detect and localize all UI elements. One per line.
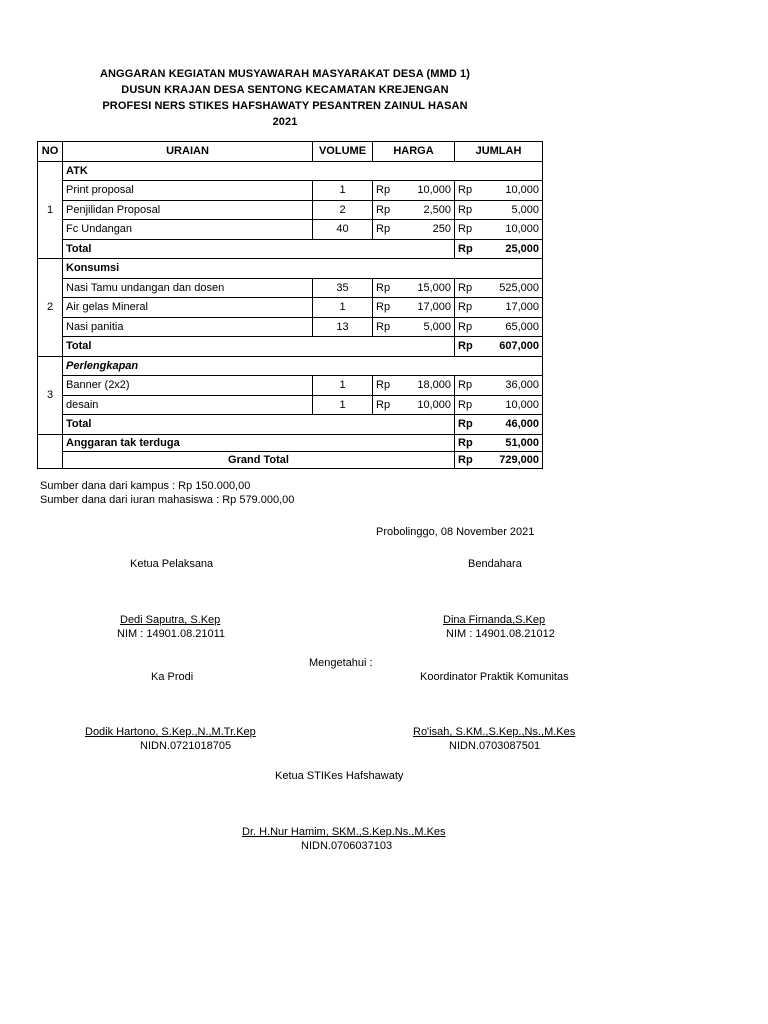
empty-no-cell bbox=[38, 434, 63, 468]
item-jumlah: 5,000 bbox=[482, 200, 543, 220]
role-bendahara: Bendahara bbox=[468, 558, 522, 570]
title-line-3: PROFESI NERS STIKES HAFSHAWATY PESANTREN ZAINUL HASAN bbox=[102, 100, 468, 112]
item-harga: 10,000 bbox=[400, 181, 455, 201]
item-jumlah: 10,000 bbox=[482, 395, 543, 415]
item-harga: 17,000 bbox=[400, 298, 455, 318]
table-row bbox=[38, 376, 543, 396]
section-heading: Konsumsi bbox=[63, 259, 543, 279]
currency-label: Rp bbox=[373, 278, 400, 298]
total-label: Total bbox=[63, 239, 455, 259]
item-name: Nasi Tamu undangan dan dosen bbox=[63, 278, 313, 298]
item-jumlah: 525,000 bbox=[482, 278, 543, 298]
item-volume: 1 bbox=[313, 395, 373, 415]
document-title bbox=[40, 66, 530, 130]
grand-total-amount: 729,000 bbox=[482, 451, 543, 468]
table-row bbox=[38, 298, 543, 318]
role-ketua-pelaksana: Ketua Pelaksana bbox=[130, 558, 214, 570]
contingency-amount: 51,000 bbox=[482, 434, 543, 451]
role-koordinator: Koordinator Praktik Komunitas bbox=[420, 671, 569, 683]
header-uraian: URAIAN bbox=[63, 142, 313, 162]
item-volume: 1 bbox=[313, 298, 373, 318]
item-volume: 2 bbox=[313, 200, 373, 220]
id-ketua-pelaksana: NIM : 14901.08.21011 bbox=[117, 628, 226, 640]
currency-label: Rp bbox=[455, 200, 482, 220]
section-heading-row bbox=[38, 356, 543, 376]
section-total: 25,000 bbox=[482, 239, 543, 259]
section-total-row bbox=[38, 337, 543, 357]
currency-label: Rp bbox=[455, 239, 482, 259]
total-label: Total bbox=[63, 337, 455, 357]
currency-label: Rp bbox=[455, 376, 482, 396]
currency-label: Rp bbox=[373, 376, 400, 396]
name-ketua-pelaksana: Dedi Saputra, S.Kep bbox=[120, 614, 221, 626]
role-ketua-stikes: Ketua STIKes Hafshawaty bbox=[275, 770, 404, 782]
budget-table bbox=[37, 141, 543, 469]
item-jumlah: 10,000 bbox=[482, 181, 543, 201]
section-heading-row bbox=[38, 259, 543, 279]
item-harga: 10,000 bbox=[400, 395, 455, 415]
table-row bbox=[38, 220, 543, 240]
table-row bbox=[38, 317, 543, 337]
currency-label: Rp bbox=[455, 451, 482, 468]
section-total-row bbox=[38, 415, 543, 435]
total-label: Total bbox=[63, 415, 455, 435]
funding-kampus: Sumber dana dari kampus : Rp 150.000,00 bbox=[40, 480, 251, 492]
name-ka-prodi: Dodik Hartono, S.Kep.,N.,M.Tr.Kep bbox=[85, 726, 256, 738]
item-harga: 250 bbox=[400, 220, 455, 240]
section-total: 607,000 bbox=[482, 337, 543, 357]
section-number: 2 bbox=[38, 259, 63, 357]
table-header-row bbox=[38, 142, 543, 162]
place-date: Probolinggo, 08 November 2021 bbox=[376, 526, 535, 538]
section-heading: Perlengkapan bbox=[63, 356, 543, 376]
currency-label: Rp bbox=[455, 337, 482, 357]
table-row bbox=[38, 181, 543, 201]
title-line-2: DUSUN KRAJAN DESA SENTONG KECAMATAN KREJENGAN bbox=[121, 84, 449, 96]
item-volume: 40 bbox=[313, 220, 373, 240]
currency-label: Rp bbox=[455, 317, 482, 337]
currency-label: Rp bbox=[373, 181, 400, 201]
section-number: 1 bbox=[38, 161, 63, 259]
name-bendahara: Dina Firnanda,S.Kep bbox=[443, 614, 546, 626]
currency-label: Rp bbox=[373, 220, 400, 240]
table-row bbox=[38, 200, 543, 220]
grand-total-row bbox=[38, 451, 543, 468]
item-jumlah: 10,000 bbox=[482, 220, 543, 240]
currency-label: Rp bbox=[373, 298, 400, 318]
item-name: Banner (2x2) bbox=[63, 376, 313, 396]
item-volume: 1 bbox=[313, 376, 373, 396]
table-row bbox=[38, 278, 543, 298]
item-jumlah: 65,000 bbox=[482, 317, 543, 337]
id-bendahara: NIM : 14901.08.21012 bbox=[446, 628, 555, 640]
currency-label: Rp bbox=[455, 181, 482, 201]
item-name: Penjilidan Proposal bbox=[63, 200, 313, 220]
item-harga: 18,000 bbox=[400, 376, 455, 396]
header-no: NO bbox=[38, 142, 63, 162]
item-name: Nasi panitia bbox=[63, 317, 313, 337]
section-heading-row bbox=[38, 161, 543, 181]
item-harga: 2,500 bbox=[400, 200, 455, 220]
header-volume: VOLUME bbox=[313, 142, 373, 162]
currency-label: Rp bbox=[373, 395, 400, 415]
id-ketua-stikes: NIDN.0706037103 bbox=[301, 840, 393, 852]
name-koordinator: Ro'isah, S.KM.,S.Kep.,Ns.,M.Kes bbox=[413, 726, 576, 738]
currency-label: Rp bbox=[455, 220, 482, 240]
section-number: 3 bbox=[38, 356, 63, 434]
mengetahui-label: Mengetahui : bbox=[309, 657, 373, 669]
section-heading: ATK bbox=[63, 161, 543, 181]
title-line-1: ANGGARAN KEGIATAN MUSYAWARAH MASYARAKAT DESA (MMD 1) bbox=[99, 68, 471, 80]
title-line-4: 2021 bbox=[272, 116, 298, 128]
section-total-row bbox=[38, 239, 543, 259]
id-ka-prodi: NIDN.0721018705 bbox=[140, 740, 232, 752]
contingency-row bbox=[38, 434, 543, 451]
currency-label: Rp bbox=[373, 317, 400, 337]
currency-label: Rp bbox=[455, 395, 482, 415]
header-harga: HARGA bbox=[373, 142, 455, 162]
item-harga: 15,000 bbox=[400, 278, 455, 298]
item-volume: 1 bbox=[313, 181, 373, 201]
funding-iuran: Sumber dana dari iuran mahasiswa : Rp 579.000,00 bbox=[40, 494, 295, 506]
currency-label: Rp bbox=[373, 200, 400, 220]
item-volume: 35 bbox=[313, 278, 373, 298]
currency-label: Rp bbox=[455, 415, 482, 435]
item-name: desain bbox=[63, 395, 313, 415]
currency-label: Rp bbox=[455, 298, 482, 318]
item-name: Print proposal bbox=[63, 181, 313, 201]
item-name: Air gelas Mineral bbox=[63, 298, 313, 318]
item-volume: 13 bbox=[313, 317, 373, 337]
grand-total-label: Grand Total bbox=[63, 451, 455, 468]
section-total: 46,000 bbox=[482, 415, 543, 435]
role-ka-prodi: Ka Prodi bbox=[151, 671, 194, 683]
table-row bbox=[38, 395, 543, 415]
item-jumlah: 36,000 bbox=[482, 376, 543, 396]
header-jumlah: JUMLAH bbox=[455, 142, 543, 162]
currency-label: Rp bbox=[455, 278, 482, 298]
item-harga: 5,000 bbox=[400, 317, 455, 337]
name-ketua-stikes: Dr. H.Nur Hamim, SKM.,S.Kep.Ns.,M.Kes bbox=[242, 826, 446, 838]
item-jumlah: 17,000 bbox=[482, 298, 543, 318]
currency-label: Rp bbox=[455, 434, 482, 451]
id-koordinator: NIDN.0703087501 bbox=[449, 740, 541, 752]
contingency-label: Anggaran tak terduga bbox=[63, 434, 455, 451]
item-name: Fc Undangan bbox=[63, 220, 313, 240]
